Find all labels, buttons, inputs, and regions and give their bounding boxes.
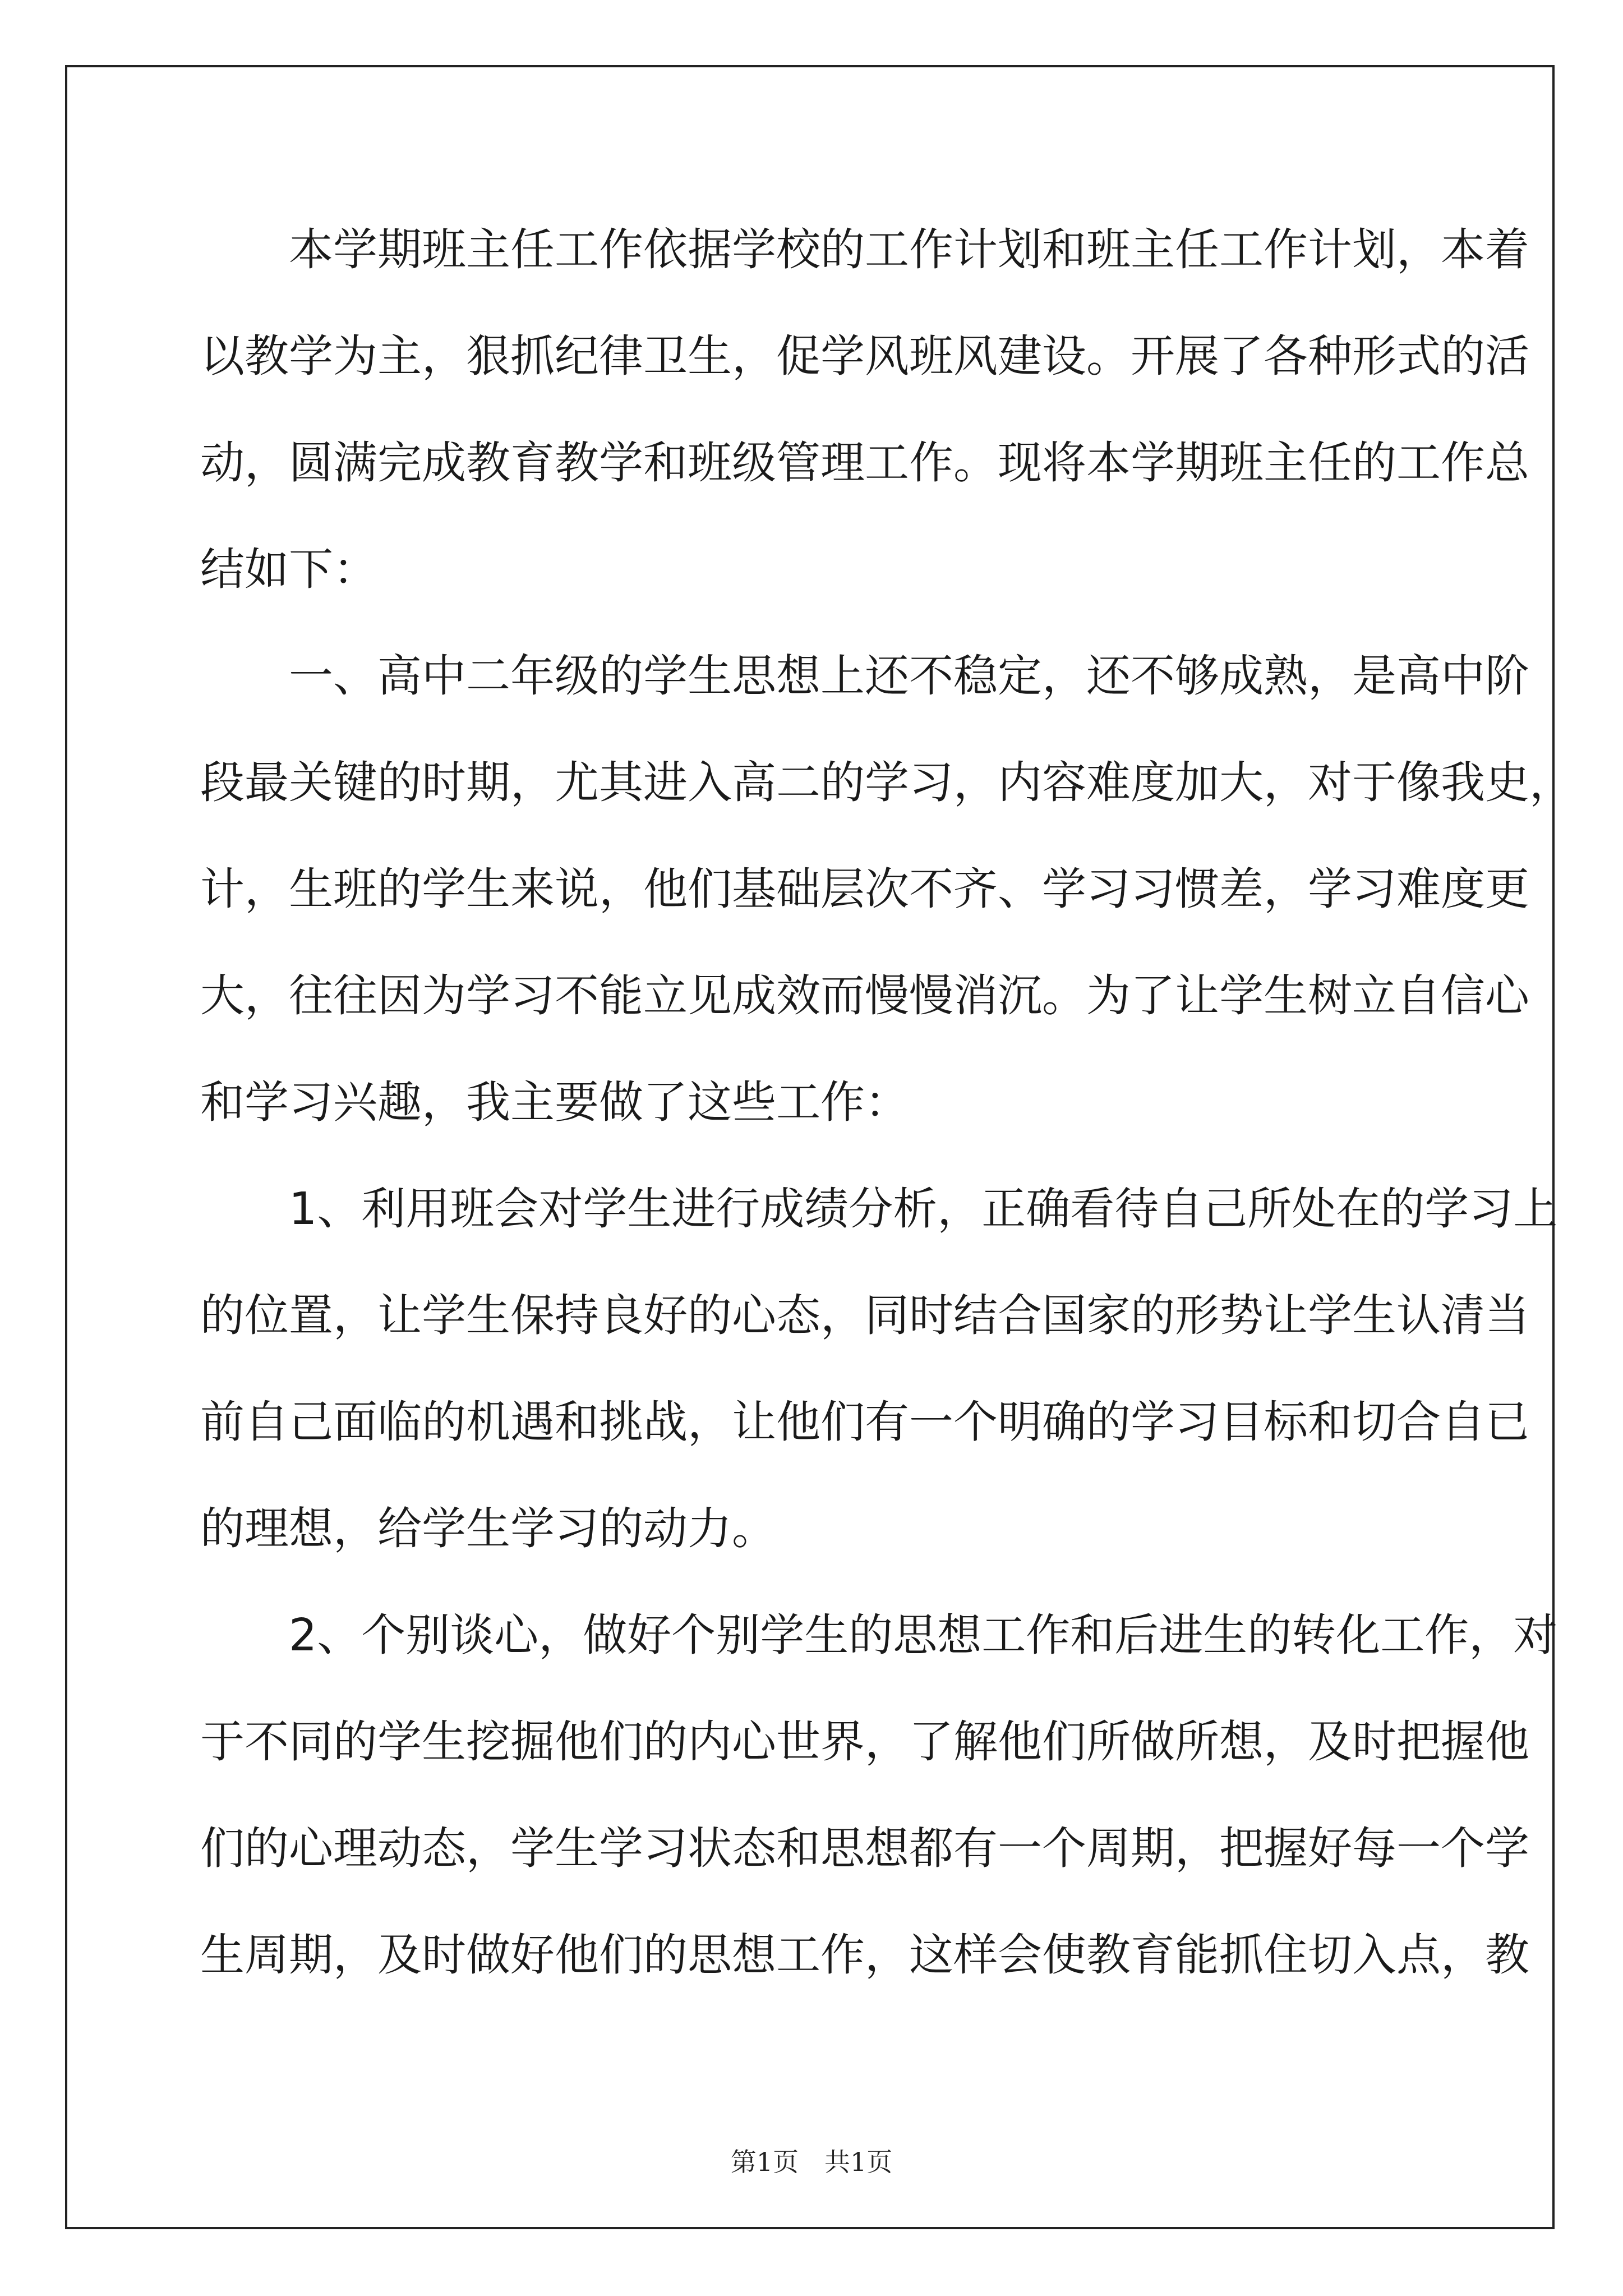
text-line: 前自己面临的机遇和挑战，让他们有一个明确的学习目标和切合自已: [200, 1396, 1529, 1448]
text-line: 以教学为主，狠抓纪律卫生，促学风班风建设。开展了各种形式的活: [200, 330, 1529, 382]
text-line: 和学习兴趣，我主要做了这些工作：: [200, 1076, 909, 1128]
page-number: 第1页: [730, 2147, 799, 2177]
text-line: 段最关键的时期，尤其进入高二的学习，内容难度加大，对于像我史，: [200, 757, 1574, 808]
text-line: 生周期，及时做好他们的思想工作，这样会使教育能抓住切入点，教: [200, 1929, 1529, 1981]
text-line: 结如下：: [200, 544, 377, 595]
text-line: 1、利用班会对学生进行成绩分析，正确看待自己所处在的学习上: [289, 1183, 1558, 1235]
text-line: 的位置，让学生保持良好的心态，同时结合国家的形势让学生认清当: [200, 1290, 1529, 1341]
text-line: 于不同的学生挖掘他们的内心世界，了解他们所做所想，及时把握他: [200, 1716, 1529, 1768]
document-body: [200, 216, 1574, 2028]
page-footer: [0, 2142, 1623, 2179]
text-line: 一、高中二年级的学生思想上还不稳定，还不够成熟，是高中阶: [289, 650, 1529, 702]
text-line: 大，往往因为学习不能立见成效而慢慢消沉。为了让学生树立自信心: [200, 970, 1529, 1022]
text-line: 2、个别谈心，做好个别学生的思想工作和后进生的转化工作，对: [289, 1609, 1558, 1661]
text-line: 本学期班主任工作依据学校的工作计划和班主任工作计划，本着: [289, 224, 1529, 275]
text-line: 动，圆满完成教育教学和班级管理工作。现将本学期班主任的工作总: [200, 437, 1529, 489]
page-total: 共1页: [824, 2147, 893, 2177]
text-line: 的理想，给学生学习的动力。: [200, 1503, 776, 1554]
text-line: 们的心理动态，学生学习状态和思想都有一个周期，把握好每一个学: [200, 1823, 1529, 1874]
text-line: 计，生班的学生来说，他们基础层次不齐、学习习惯差，学习难度更: [200, 863, 1529, 915]
